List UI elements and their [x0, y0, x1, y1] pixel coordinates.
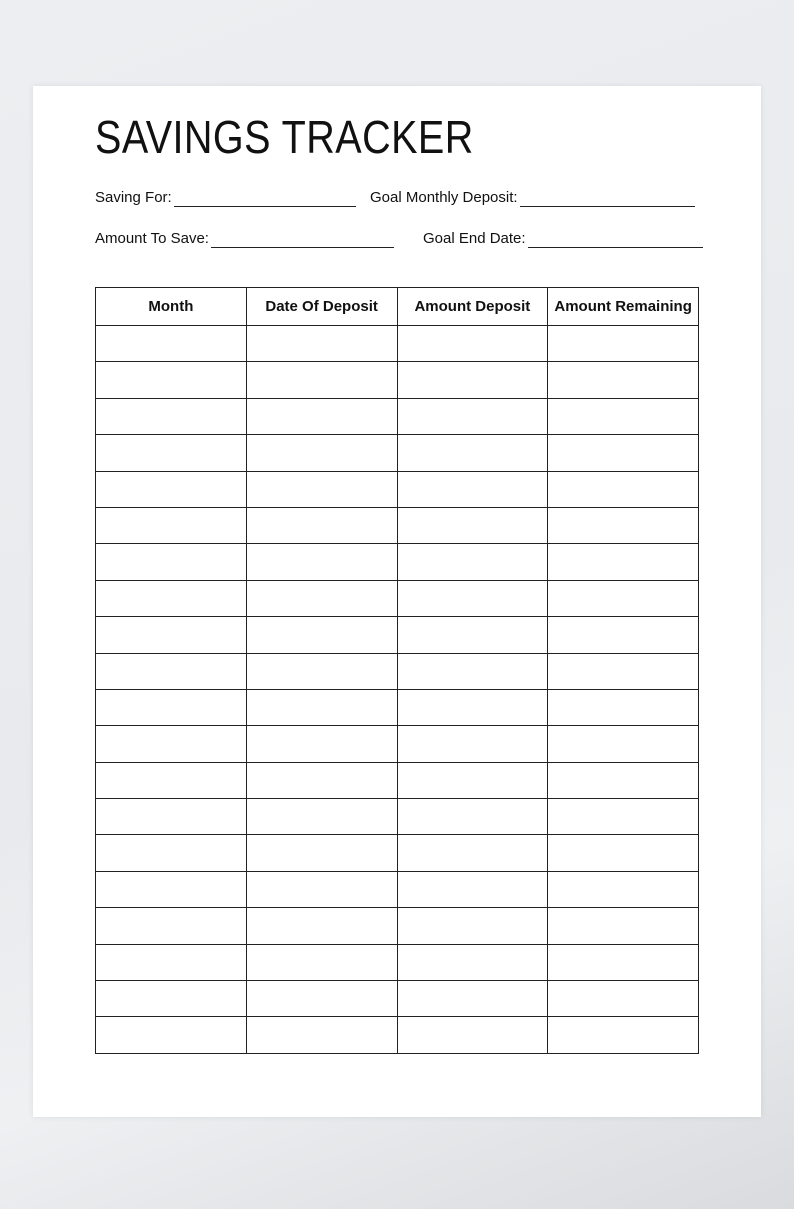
table-cell[interactable] [397, 762, 548, 798]
table-row [96, 871, 699, 907]
page-title: SAVINGS TRACKER [95, 111, 474, 163]
table-body [96, 326, 699, 1054]
table-cell[interactable] [96, 617, 247, 653]
table-cell[interactable] [397, 799, 548, 835]
table-cell[interactable] [548, 835, 699, 871]
amount-to-save-field [95, 229, 394, 248]
table-row [96, 435, 699, 471]
table-cell[interactable] [548, 653, 699, 689]
table-row [96, 944, 699, 980]
table-cell[interactable] [548, 908, 699, 944]
table-cell[interactable] [397, 362, 548, 398]
table-cell[interactable] [96, 435, 247, 471]
table-cell[interactable] [246, 726, 397, 762]
table-cell[interactable] [548, 471, 699, 507]
table-cell[interactable] [246, 762, 397, 798]
table-row [96, 689, 699, 725]
table-cell[interactable] [96, 471, 247, 507]
table-cell[interactable] [397, 507, 548, 543]
saving-for-field [95, 188, 356, 207]
table-cell[interactable] [96, 835, 247, 871]
table-cell[interactable] [96, 726, 247, 762]
table-cell[interactable] [397, 617, 548, 653]
table-cell[interactable] [397, 689, 548, 725]
goal-end-date-label: Goal End Date: [423, 230, 526, 247]
table-cell[interactable] [397, 326, 548, 362]
table-cell[interactable] [548, 435, 699, 471]
table-row [96, 835, 699, 871]
table-cell[interactable] [96, 908, 247, 944]
table-cell[interactable] [548, 326, 699, 362]
table-cell[interactable] [246, 435, 397, 471]
table-cell[interactable] [246, 580, 397, 616]
table-cell[interactable] [96, 653, 247, 689]
table-cell[interactable] [397, 908, 548, 944]
table-row [96, 981, 699, 1017]
table-cell[interactable] [246, 1017, 397, 1053]
table-cell[interactable] [397, 471, 548, 507]
goal-monthly-deposit-label: Goal Monthly Deposit: [370, 189, 518, 206]
table-row [96, 908, 699, 944]
table-cell[interactable] [548, 799, 699, 835]
table-cell[interactable] [548, 580, 699, 616]
table-cell[interactable] [96, 580, 247, 616]
table-cell[interactable] [246, 617, 397, 653]
table-row [96, 653, 699, 689]
table-cell[interactable] [246, 326, 397, 362]
goal-end-date-field [423, 229, 703, 248]
table-cell[interactable] [548, 617, 699, 653]
saving-for-blank[interactable] [174, 188, 356, 207]
table-cell[interactable] [397, 944, 548, 980]
table-row [96, 726, 699, 762]
table-row [96, 507, 699, 543]
header-amount-deposit: Amount Deposit [397, 288, 548, 326]
table-cell[interactable] [246, 689, 397, 725]
table-cell[interactable] [548, 762, 699, 798]
table-cell[interactable] [397, 835, 548, 871]
table-cell[interactable] [548, 689, 699, 725]
amount-to-save-label: Amount To Save: [95, 230, 209, 247]
table-cell[interactable] [548, 871, 699, 907]
table-cell[interactable] [397, 726, 548, 762]
table-cell[interactable] [96, 362, 247, 398]
goal-monthly-deposit-field [370, 188, 695, 207]
table-cell[interactable] [246, 544, 397, 580]
table-cell[interactable] [548, 1017, 699, 1053]
goal-end-date-blank[interactable] [528, 229, 703, 248]
header-amount-remaining: Amount Remaining [548, 288, 699, 326]
table-row [96, 1017, 699, 1053]
table-cell[interactable] [96, 799, 247, 835]
table-cell[interactable] [96, 1017, 247, 1053]
table-cell[interactable] [246, 871, 397, 907]
table-cell[interactable] [246, 944, 397, 980]
table-row [96, 362, 699, 398]
table-cell[interactable] [96, 871, 247, 907]
table-row [96, 762, 699, 798]
table-cell[interactable] [246, 398, 397, 434]
table-row [96, 544, 699, 580]
table-cell[interactable] [397, 435, 548, 471]
table-cell[interactable] [246, 362, 397, 398]
table-cell[interactable] [548, 944, 699, 980]
table-cell[interactable] [397, 981, 548, 1017]
table-row [96, 617, 699, 653]
table-cell[interactable] [96, 689, 247, 725]
savings-table [95, 287, 699, 1054]
table-cell[interactable] [548, 362, 699, 398]
table-cell[interactable] [246, 835, 397, 871]
table-row [96, 471, 699, 507]
header-date-of-deposit: Date Of Deposit [246, 288, 397, 326]
table-row [96, 799, 699, 835]
printable-sheet [33, 86, 761, 1117]
table-cell[interactable] [246, 653, 397, 689]
table-cell[interactable] [96, 981, 247, 1017]
table-cell[interactable] [397, 580, 548, 616]
table-cell[interactable] [548, 507, 699, 543]
table-cell[interactable] [548, 544, 699, 580]
table-cell[interactable] [96, 326, 247, 362]
table-row [96, 326, 699, 362]
saving-for-label: Saving For: [95, 189, 172, 206]
table-cell[interactable] [246, 471, 397, 507]
table-cell[interactable] [548, 726, 699, 762]
table-cell[interactable] [548, 398, 699, 434]
amount-to-save-blank[interactable] [211, 229, 394, 248]
table-cell[interactable] [96, 762, 247, 798]
table-cell[interactable] [397, 398, 548, 434]
table-cell[interactable] [397, 653, 548, 689]
table-header-row [96, 288, 699, 326]
table-row [96, 398, 699, 434]
goal-monthly-deposit-blank[interactable] [520, 188, 695, 207]
header-month: Month [96, 288, 247, 326]
table-cell[interactable] [96, 944, 247, 980]
table-cell[interactable] [96, 398, 247, 434]
table-cell[interactable] [96, 544, 247, 580]
table-cell[interactable] [246, 799, 397, 835]
table-row [96, 580, 699, 616]
table-cell[interactable] [397, 871, 548, 907]
table-cell[interactable] [397, 1017, 548, 1053]
table-cell[interactable] [96, 507, 247, 543]
table-cell[interactable] [246, 981, 397, 1017]
table-cell[interactable] [548, 981, 699, 1017]
table-cell[interactable] [246, 908, 397, 944]
table-cell[interactable] [246, 507, 397, 543]
table-cell[interactable] [397, 544, 548, 580]
